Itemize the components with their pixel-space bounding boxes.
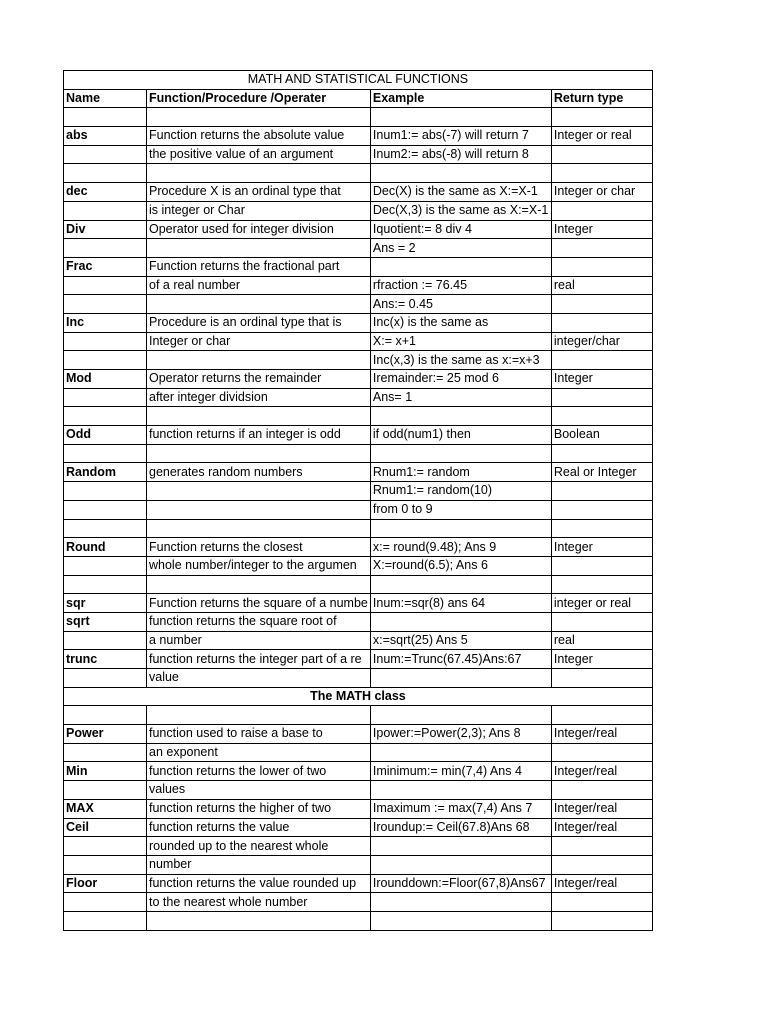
table-row: [64, 519, 653, 538]
cell-example: [370, 669, 551, 688]
cell-return-type: [551, 257, 652, 276]
cell-name: MAX: [64, 799, 147, 818]
cell-return-type: [551, 837, 652, 856]
cell-description: values: [147, 781, 371, 800]
cell-return-type: [551, 108, 652, 127]
cell-name: Min: [64, 762, 147, 781]
cell-name: [64, 407, 147, 426]
cell-return-type: [551, 388, 652, 407]
cell-example: [370, 837, 551, 856]
cell-name: sqrt: [64, 612, 147, 631]
cell-return-type: [551, 351, 652, 370]
cell-name: [64, 631, 147, 650]
cell-return-type: [551, 201, 652, 220]
table-row: [64, 426, 653, 445]
cell-description: [147, 295, 371, 314]
table-row: [64, 594, 653, 613]
table-row: [64, 706, 653, 725]
cell-description: to the nearest whole number: [147, 893, 371, 912]
cell-return-type: Integer/real: [551, 874, 652, 893]
cell-return-type: Real or Integer: [551, 463, 652, 482]
cell-name: [64, 855, 147, 874]
header-row: [64, 89, 653, 108]
cell-description: number: [147, 855, 371, 874]
cell-example: [370, 519, 551, 538]
table-row: [64, 407, 653, 426]
cell-description: function used to raise a base to: [147, 725, 371, 744]
cell-example: Iroundup:= Ceil(67.8)Ans 68: [370, 818, 551, 837]
table-row: [64, 911, 653, 930]
cell-example: Iminimum:= min(7,4) Ans 4: [370, 762, 551, 781]
cell-name: [64, 108, 147, 127]
cell-example: [370, 855, 551, 874]
table-row: [64, 669, 653, 688]
cell-return-type: real: [551, 276, 652, 295]
cell-name: trunc: [64, 650, 147, 669]
cell-return-type: Integer/real: [551, 762, 652, 781]
cell-return-type: [551, 239, 652, 258]
table-row: [64, 370, 653, 389]
cell-name: dec: [64, 183, 147, 202]
header-return-type: Return type: [551, 89, 652, 108]
cell-description: [147, 482, 371, 501]
cell-example: X:=round(6.5); Ans 6: [370, 556, 551, 575]
cell-example: Dec(X) is the same as X:=X-1: [370, 183, 551, 202]
cell-name: [64, 332, 147, 351]
table-row: [64, 743, 653, 762]
cell-description: [147, 575, 371, 594]
section-row: [64, 687, 653, 706]
cell-description: Function returns the fractional part: [147, 257, 371, 276]
table-row: [64, 164, 653, 183]
table-row: [64, 837, 653, 856]
cell-example: Ans= 1: [370, 388, 551, 407]
table-row: [64, 444, 653, 463]
cell-description: [147, 239, 371, 258]
cell-description: Procedure X is an ordinal type that: [147, 183, 371, 202]
cell-name: [64, 706, 147, 725]
table-row: [64, 313, 653, 332]
cell-return-type: [551, 743, 652, 762]
cell-description: after integer dividsion: [147, 388, 371, 407]
cell-name: [64, 911, 147, 930]
table-row: [64, 482, 653, 501]
table-row: [64, 239, 653, 258]
table-row: [64, 388, 653, 407]
cell-description: [147, 706, 371, 725]
cell-return-type: [551, 145, 652, 164]
cell-example: Imaximum := max(7,4) Ans 7: [370, 799, 551, 818]
cell-example: x:=sqrt(25) Ans 5: [370, 631, 551, 650]
cell-name: [64, 276, 147, 295]
cell-return-type: integer or real: [551, 594, 652, 613]
cell-name: [64, 482, 147, 501]
cell-example: Irounddown:=Floor(67,8)Ans67: [370, 874, 551, 893]
table-row: [64, 818, 653, 837]
cell-description: the positive value of an argument: [147, 145, 371, 164]
table-row: [64, 650, 653, 669]
cell-description: whole number/integer to the argumen: [147, 556, 371, 575]
cell-example: Iquotient:= 8 div 4: [370, 220, 551, 239]
cell-return-type: Integer or real: [551, 127, 652, 146]
cell-name: [64, 575, 147, 594]
cell-name: [64, 201, 147, 220]
cell-name: Div: [64, 220, 147, 239]
table-row: [64, 183, 653, 202]
cell-example: [370, 108, 551, 127]
cell-example: [370, 911, 551, 930]
cell-description: Function returns the closest: [147, 538, 371, 557]
cell-description: value: [147, 669, 371, 688]
cell-name: sqr: [64, 594, 147, 613]
cell-name: [64, 669, 147, 688]
cell-description: function returns the integer part of a re: [147, 650, 371, 669]
cell-example: [370, 575, 551, 594]
table-row: [64, 332, 653, 351]
cell-example: [370, 444, 551, 463]
cell-name: Power: [64, 725, 147, 744]
cell-description: [147, 500, 371, 519]
cell-name: Inc: [64, 313, 147, 332]
cell-return-type: [551, 893, 652, 912]
cell-example: Rnum1:= random(10): [370, 482, 551, 501]
cell-return-type: Integer: [551, 650, 652, 669]
cell-example: Inc(x) is the same as: [370, 313, 551, 332]
cell-example: [370, 781, 551, 800]
cell-return-type: [551, 781, 652, 800]
table-row: [64, 781, 653, 800]
cell-name: [64, 743, 147, 762]
cell-description: Operator used for integer division: [147, 220, 371, 239]
table-row: [64, 874, 653, 893]
cell-example: [370, 706, 551, 725]
cell-return-type: [551, 706, 652, 725]
cell-example: Inum:=sqr(8) ans 64: [370, 594, 551, 613]
table-row: [64, 201, 653, 220]
cell-return-type: Integer: [551, 370, 652, 389]
cell-name: [64, 295, 147, 314]
cell-return-type: [551, 444, 652, 463]
cell-example: Iremainder:= 25 mod 6: [370, 370, 551, 389]
table-row: [64, 575, 653, 594]
cell-description: Operator returns the remainder: [147, 370, 371, 389]
cell-example: Inum:=Trunc(67.45)Ans:67: [370, 650, 551, 669]
cell-description: an exponent: [147, 743, 371, 762]
cell-description: [147, 351, 371, 370]
cell-description: [147, 519, 371, 538]
title-row: [64, 71, 653, 90]
cell-example: rfraction := 76.45: [370, 276, 551, 295]
table-row: [64, 127, 653, 146]
table-row: [64, 500, 653, 519]
cell-return-type: [551, 295, 652, 314]
cell-description: function returns the value: [147, 818, 371, 837]
cell-return-type: real: [551, 631, 652, 650]
cell-example: Rnum1:= random: [370, 463, 551, 482]
cell-description: a number: [147, 631, 371, 650]
cell-name: Floor: [64, 874, 147, 893]
cell-description: [147, 108, 371, 127]
cell-description: generates random numbers: [147, 463, 371, 482]
table-row: [64, 762, 653, 781]
cell-return-type: [551, 500, 652, 519]
cell-return-type: Integer or char: [551, 183, 652, 202]
cell-name: [64, 239, 147, 258]
cell-example: Dec(X,3) is the same as X:=X-1: [370, 201, 551, 220]
cell-description: function returns the value rounded up: [147, 874, 371, 893]
table-row: [64, 295, 653, 314]
cell-name: Mod: [64, 370, 147, 389]
table-row: [64, 538, 653, 557]
cell-return-type: Integer: [551, 538, 652, 557]
cell-example: x:= round(9.48); Ans 9: [370, 538, 551, 557]
cell-description: function returns the square root of: [147, 612, 371, 631]
cell-name: [64, 388, 147, 407]
cell-return-type: [551, 556, 652, 575]
cell-name: Ceil: [64, 818, 147, 837]
cell-description: function returns the lower of two: [147, 762, 371, 781]
cell-name: [64, 893, 147, 912]
header-name: Name: [64, 89, 147, 108]
cell-return-type: Integer/real: [551, 799, 652, 818]
header-function: Function/Procedure /Operater: [147, 89, 371, 108]
cell-name: Odd: [64, 426, 147, 445]
cell-return-type: [551, 612, 652, 631]
cell-description: is integer or Char: [147, 201, 371, 220]
cell-name: abs: [64, 127, 147, 146]
cell-example: [370, 164, 551, 183]
cell-return-type: [551, 482, 652, 501]
cell-return-type: [551, 575, 652, 594]
cell-return-type: Boolean: [551, 426, 652, 445]
cell-example: X:= x+1: [370, 332, 551, 351]
cell-description: [147, 407, 371, 426]
cell-description: function returns the higher of two: [147, 799, 371, 818]
table-row: [64, 799, 653, 818]
cell-name: [64, 556, 147, 575]
cell-return-type: [551, 313, 652, 332]
header-example: Example: [370, 89, 551, 108]
functions-table: [63, 70, 653, 931]
cell-example: Inum1:= abs(-7) will return 7: [370, 127, 551, 146]
cell-return-type: Integer: [551, 220, 652, 239]
cell-example: Inc(x,3) is the same as x:=x+3: [370, 351, 551, 370]
cell-description: [147, 444, 371, 463]
cell-description: Procedure is an ordinal type that is: [147, 313, 371, 332]
cell-example: Ans:= 0.45: [370, 295, 551, 314]
cell-return-type: [551, 669, 652, 688]
cell-return-type: Integer/real: [551, 818, 652, 837]
cell-example: Ipower:=Power(2,3); Ans 8: [370, 725, 551, 744]
cell-return-type: [551, 164, 652, 183]
cell-description: rounded up to the nearest whole: [147, 837, 371, 856]
cell-name: Round: [64, 538, 147, 557]
cell-description: Function returns the square of a numbe: [147, 594, 371, 613]
cell-description: [147, 911, 371, 930]
cell-name: [64, 444, 147, 463]
cell-description: function returns if an integer is odd: [147, 426, 371, 445]
table-row: [64, 220, 653, 239]
table-row: [64, 893, 653, 912]
cell-name: [64, 351, 147, 370]
cell-example: [370, 893, 551, 912]
cell-return-type: [551, 911, 652, 930]
table-row: [64, 855, 653, 874]
cell-return-type: Integer/real: [551, 725, 652, 744]
cell-example: [370, 612, 551, 631]
cell-name: [64, 781, 147, 800]
table-row: [64, 556, 653, 575]
cell-name: Random: [64, 463, 147, 482]
cell-name: Frac: [64, 257, 147, 276]
table-row: [64, 257, 653, 276]
cell-example: from 0 to 9: [370, 500, 551, 519]
cell-example: if odd(num1) then: [370, 426, 551, 445]
cell-example: Inum2:= abs(-8) will return 8: [370, 145, 551, 164]
cell-example: [370, 407, 551, 426]
table-row: [64, 145, 653, 164]
cell-return-type: [551, 407, 652, 426]
cell-description: Integer or char: [147, 332, 371, 351]
cell-return-type: [551, 855, 652, 874]
cell-example: [370, 743, 551, 762]
cell-return-type: integer/char: [551, 332, 652, 351]
cell-description: of a real number: [147, 276, 371, 295]
cell-name: [64, 145, 147, 164]
table-row: [64, 463, 653, 482]
table-row: [64, 108, 653, 127]
cell-example: [370, 257, 551, 276]
cell-name: [64, 500, 147, 519]
cell-description: [147, 164, 371, 183]
cell-example: Ans = 2: [370, 239, 551, 258]
table-row: [64, 631, 653, 650]
table-row: [64, 276, 653, 295]
cell-name: [64, 164, 147, 183]
table-row: [64, 351, 653, 370]
cell-name: [64, 519, 147, 538]
section-title: The MATH class: [64, 687, 653, 706]
table-row: [64, 612, 653, 631]
cell-return-type: [551, 519, 652, 538]
cell-name: [64, 837, 147, 856]
table-row: [64, 725, 653, 744]
cell-description: Function returns the absolute value: [147, 127, 371, 146]
table-title: MATH AND STATISTICAL FUNCTIONS: [64, 71, 653, 90]
